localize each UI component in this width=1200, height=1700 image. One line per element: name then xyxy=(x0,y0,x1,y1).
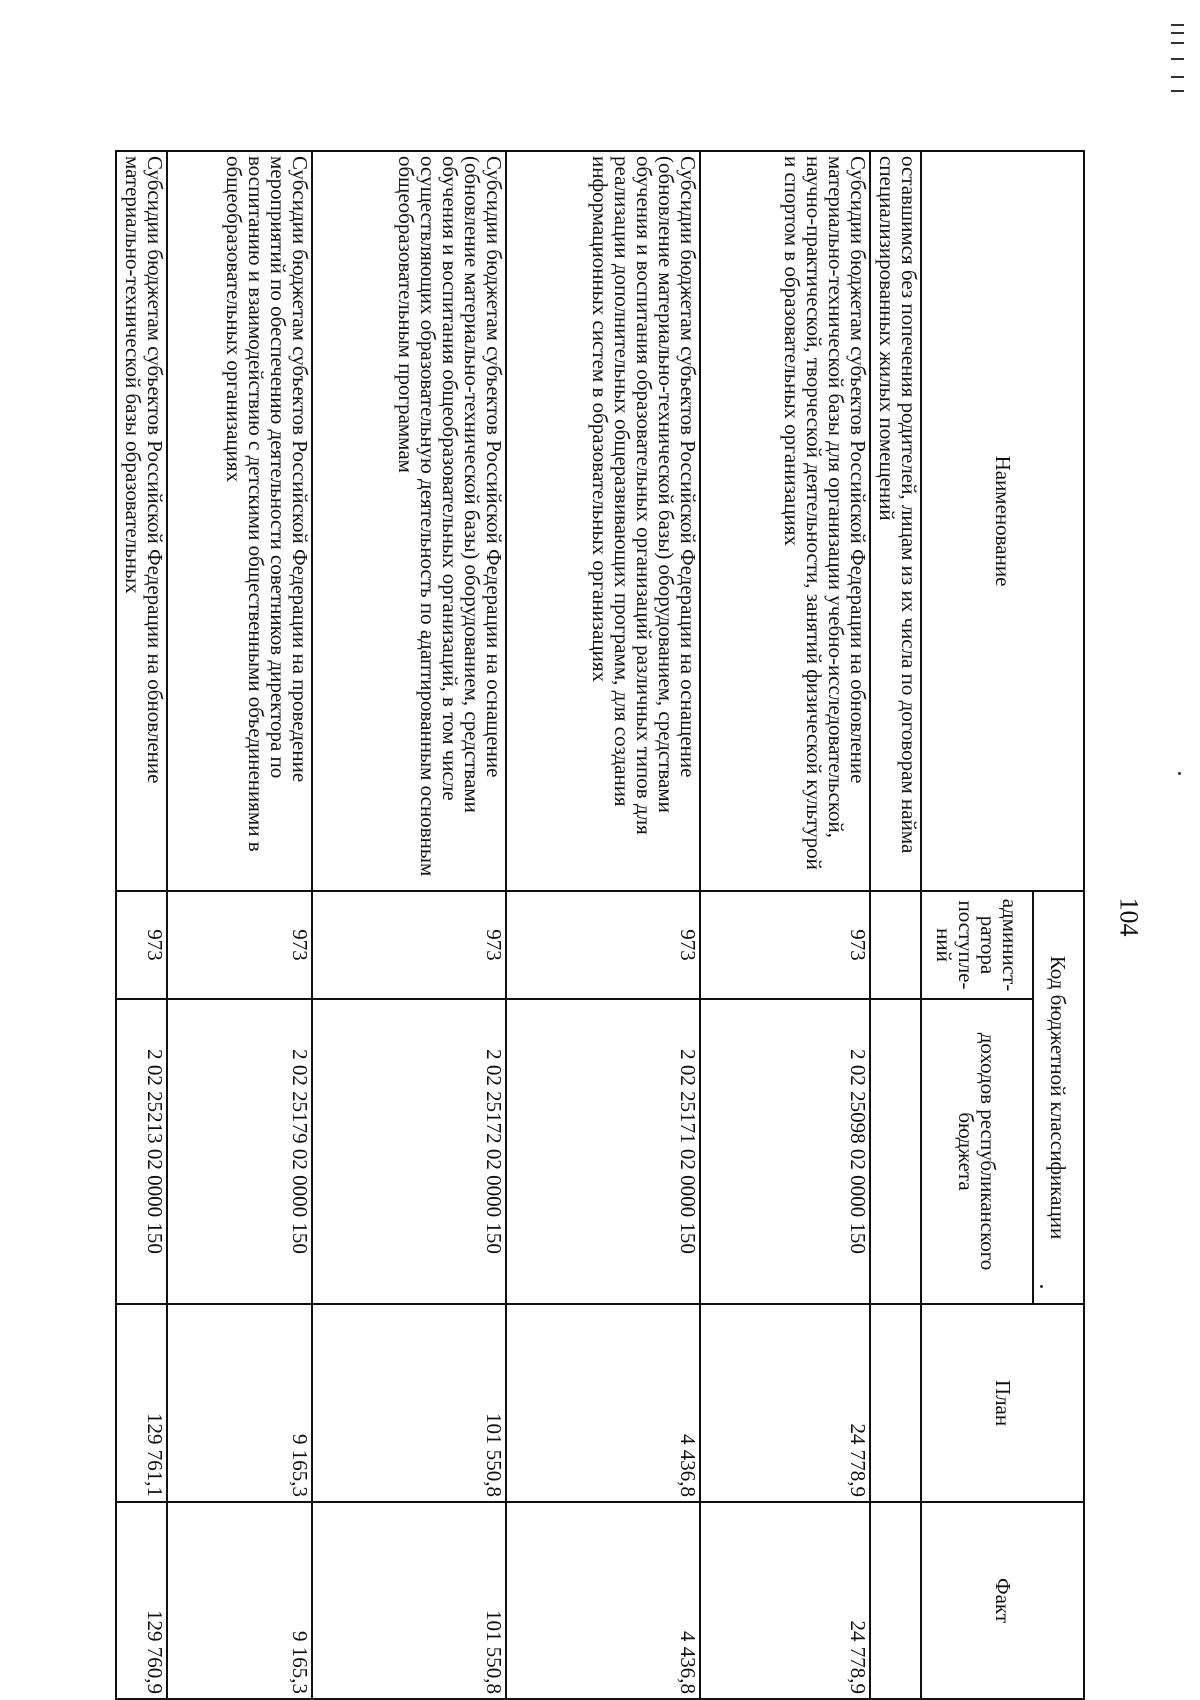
table-row xyxy=(870,151,921,1699)
header-code-group: Код бюджетной классификации xyxy=(1033,891,1084,1304)
cell-fact: 129 760,9 xyxy=(116,1502,167,1699)
cell-plan: 101 550,8 xyxy=(312,1304,506,1502)
scan-dot xyxy=(1178,772,1181,775)
table-row xyxy=(167,151,312,1699)
table-row xyxy=(506,151,700,1699)
cell-admin-code: 973 xyxy=(312,891,506,999)
cell-plan: 4 436,8 xyxy=(506,1304,700,1502)
cell-plan: 129 761,1 xyxy=(116,1304,167,1502)
cell-name: Субсидии бюджетам субъектов Российской Федерации на обновление материально-технической базы образовательных xyxy=(116,151,167,891)
cell-name: Субсидии бюджетам субъектов Российской Федерации на проведение мероприятий по обеспечению деятельности советников директора по воспитанию и взаимодействию с детскими общественными объединениями в общеобразовательных организациях xyxy=(167,151,312,891)
page-number: 104 xyxy=(1114,897,1144,937)
cell-income-code: 2 02 25213 02 0000 150 xyxy=(116,999,167,1304)
cell-fact: 4 436,8 xyxy=(506,1502,700,1699)
cell-income-code: 2 02 25098 02 0000 150 xyxy=(700,999,870,1304)
cell-admin-code: 973 xyxy=(167,891,312,999)
cell-fact: 9 165,3 xyxy=(167,1502,312,1699)
cell-admin-code: 973 xyxy=(506,891,700,999)
scan-mark xyxy=(1168,18,1186,96)
cell-plan: 24 778,9 xyxy=(700,1304,870,1502)
table-row xyxy=(700,151,870,1699)
cell-fact: 101 550,8 xyxy=(312,1502,506,1699)
table-row xyxy=(116,151,167,1699)
cell-admin-code xyxy=(870,891,921,999)
header-admin: админист-ратора поступле-ний xyxy=(921,891,1033,999)
cell-name: Субсидии бюджетам субъектов Российской Федерации на оснащение (обновление материально-технической базы) оборудованием, средствами обучения и воспитания общеобразовательных организаций, в том числе осуществляющих образовательную деятельность по адаптированным основным общеобразовательным программам xyxy=(312,151,506,891)
cell-income-code: 2 02 25171 02 0000 150 xyxy=(506,999,700,1304)
cell-income-code: 2 02 25172 02 0000 150 xyxy=(312,999,506,1304)
cell-admin-code: 973 xyxy=(116,891,167,999)
header-name: Наименование xyxy=(921,151,1084,891)
cell-plan: 9 165,3 xyxy=(167,1304,312,1502)
cell-plan xyxy=(870,1304,921,1502)
revenue-table xyxy=(115,150,1085,1700)
cell-name: Субсидии бюджетам субъектов Российской Федерации на оснащение (обновление материально-технической базы) оборудованием, средствами обучения и воспитания образовательных организаций различных типов для реализации дополнительных общеразвивающих программ, для создания информационных систем в образовательных организациях xyxy=(506,151,700,891)
table-row xyxy=(312,151,506,1699)
cell-fact xyxy=(870,1502,921,1699)
cell-name: Субсидии бюджетам субъектов Российской Федерации на обновление материально-технической базы для организации учебно-исследовательской, научно-практической, творческой деятельности, занятий физической культурой и спортом в образовательных организациях xyxy=(700,151,870,891)
cell-name: оставшимся без попечения родителей, лицам из их числа по договорам найма специализированных жилых помещений xyxy=(870,151,921,891)
cell-admin-code: 973 xyxy=(700,891,870,999)
cell-fact: 24 778,9 xyxy=(700,1502,870,1699)
rotated-sheet xyxy=(115,150,1085,1698)
header-income: доходов республиканского бюджета xyxy=(921,999,1033,1304)
cell-income-code: 2 02 25179 02 0000 150 xyxy=(167,999,312,1304)
header-plan: План xyxy=(921,1304,1084,1502)
header-fact: Факт xyxy=(921,1502,1084,1699)
cell-income-code xyxy=(870,999,921,1304)
